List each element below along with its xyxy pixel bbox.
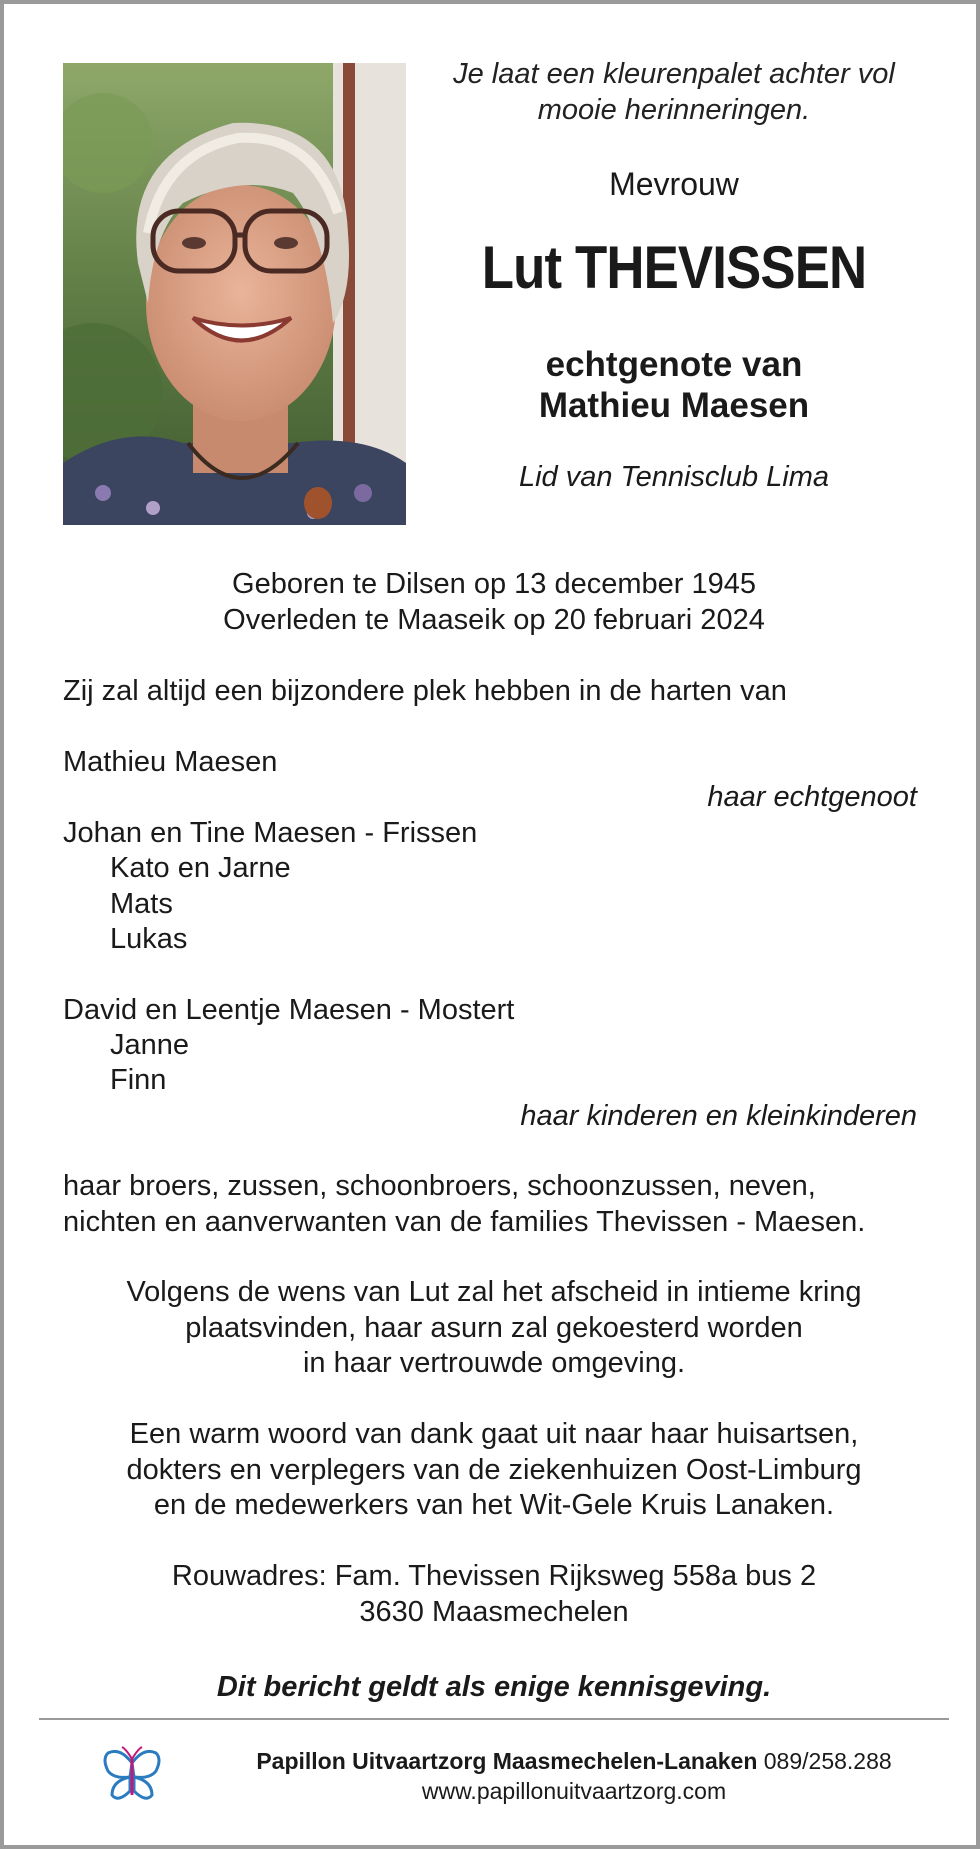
mourning-address [63, 1559, 925, 1630]
husband-name: Mathieu Maesen [63, 746, 278, 778]
relatives [63, 1169, 943, 1240]
closing-notice: Dit bericht geldt als enige kennisgeving. [216, 1671, 772, 1703]
farewell-line: in haar vertrouwde omgeving. [302, 1347, 686, 1379]
spouse-line: Mathieu Maesen [538, 386, 810, 425]
funeral-home-line [174, 1746, 974, 1776]
funeral-home-website[interactable]: www.papillonuitvaartzorg.com [421, 1778, 727, 1804]
relatives-line: haar broers, zussen, schoonbroers, schoonzussen, neven, [63, 1170, 816, 1202]
farewell-line: Volgens de wens van Lut zal het afscheid in intieme kring [126, 1276, 862, 1308]
spouse-line: echtgenote van [545, 345, 803, 384]
funeral-home-footer [174, 1746, 974, 1806]
grandchild: Lukas [110, 923, 188, 955]
grandchild: Finn [110, 1064, 167, 1096]
life-dates [63, 567, 925, 638]
deceased-name: Lut THEVISSEN [481, 234, 867, 301]
birth-date: Geboren te Dilsen op 13 december 1945 [232, 568, 756, 600]
funeral-home-phone: 089/258.288 [763, 1748, 892, 1774]
portrait-photo [63, 63, 406, 525]
address-line: 3630 Maasmechelen [359, 1595, 629, 1628]
quote-line: Je laat een kleurenpalet achter vol [453, 58, 895, 90]
quote-line: mooie herinneringen. [537, 94, 811, 126]
thanks-line: Een warm woord van dank gaat uit naar haar huisartsen, [129, 1418, 859, 1450]
membership: Lid van Tennisclub Lima [518, 461, 830, 493]
grandchild: Kato en Jarne [110, 852, 291, 884]
salutation: Mevrouw [609, 166, 739, 202]
thanks-text [63, 1417, 925, 1524]
footer-divider [39, 1718, 949, 1720]
portrait-illustration [63, 63, 406, 525]
husband-role: haar echtgenoot [707, 781, 917, 813]
funeral-home-name: Papillon Uitvaartzorg Maasmechelen-Lanaken [256, 1748, 758, 1774]
grandchild: Mats [110, 888, 173, 920]
children-role: haar kinderen en kleinkinderen [520, 1100, 917, 1132]
address-line: Rouwadres: Fam. Thevissen Rijksweg 558a bus 2 [171, 1560, 817, 1592]
family-head: David en Leentje Maesen - Mostert [63, 994, 515, 1026]
family-head: Johan en Tine Maesen - Frissen [63, 817, 478, 849]
intro-text: Zij zal altijd een bijzondere plek hebben in de harten van [63, 675, 787, 707]
grandchild: Janne [110, 1029, 190, 1061]
spouse-info [424, 344, 924, 426]
thanks-line: dokters en verplegers van de ziekenhuizen Oost-Limburg [126, 1453, 862, 1486]
memorial-quote [424, 56, 924, 128]
relatives-line: nichten en aanverwanten van de families Thevissen - Maesen. [63, 1205, 866, 1238]
death-date: Overleden te Maaseik op 20 februari 2024 [223, 603, 765, 636]
thanks-line: en de medewerkers van het Wit-Gele Kruis Lanaken. [153, 1489, 835, 1521]
butterfly-logo-icon [100, 1745, 164, 1805]
farewell-text [63, 1275, 925, 1382]
farewell-line: plaatsvinden, haar asurn zal gekoesterd worden [185, 1311, 803, 1344]
